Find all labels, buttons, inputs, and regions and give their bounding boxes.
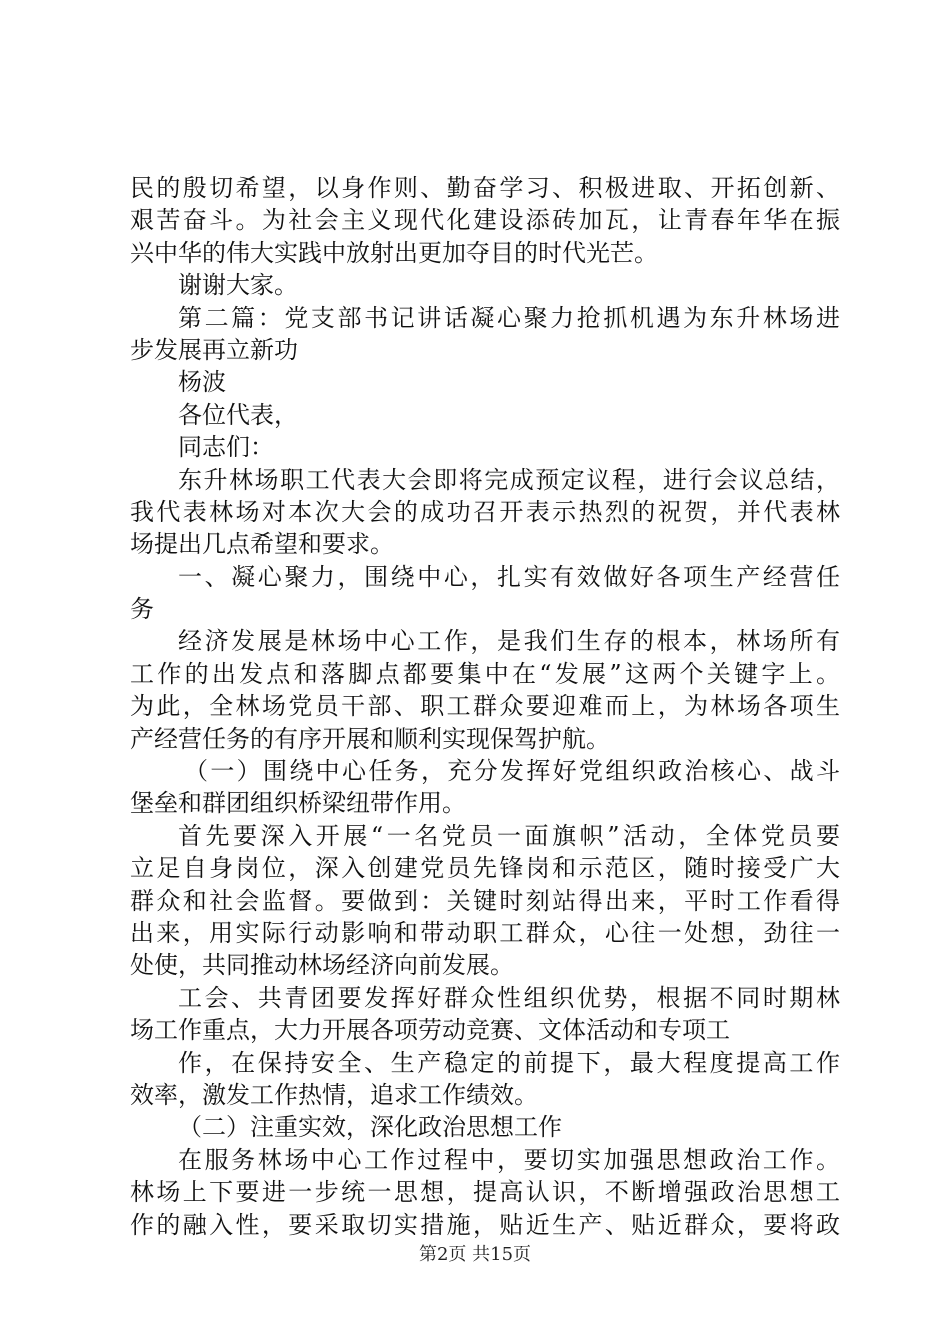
section-heading-continued: 步发展再立新功 — [130, 335, 298, 364]
text-line: 经济发展是林场中心工作，是我们生存的根本，林场所有 — [178, 627, 840, 656]
document-body — [130, 172, 840, 1241]
salutation: 同志们： — [178, 433, 274, 462]
text-line: 作的融入性，要采取切实措施，贴近生产、贴近群众，要将政 — [130, 1210, 840, 1239]
text-line: 产经营任务的有序开展和顺利实现保驾护航。 — [130, 724, 610, 753]
text-line: 作，在保持安全、生产稳定的前提下，最大程度提高工作 — [178, 1048, 840, 1077]
text-line: 效率，激发工作热情，追求工作绩效。 — [130, 1080, 538, 1109]
text-line: 为此，全林场党员干部、职工群众要迎难而上，为林场各项生 — [130, 692, 840, 721]
text-line: 我代表林场对本次大会的成功召开表示热烈的祝贺，并代表林 — [130, 497, 840, 526]
subheading-continued: 务 — [130, 595, 154, 624]
text-line: 民的殷切希望，以身作则、勤奋学习、积极进取、开拓创新、 — [130, 174, 840, 202]
text-line: 林场上下要进一步统一思想，提高认识，不断增强政治思想工 — [130, 1178, 840, 1207]
text-line: 场提出几点希望和要求。 — [130, 530, 394, 559]
page-number-footer: 第2页 共15页 — [418, 1244, 532, 1265]
text-line: 首先要深入开展“一名党员一面旗帜”活动，全体党员要 — [178, 821, 840, 850]
text-line: 立足自身岗位，深入创建党员先锋岗和示范区，随时接受广大 — [130, 854, 840, 883]
text-line: 东升林场职工代表大会即将完成预定议程，进行会议总结， — [178, 465, 840, 494]
author-name: 杨波 — [178, 368, 226, 397]
subheading: （二）注重实效，深化政治思想工作 — [178, 1113, 562, 1142]
text-line: 群众和社会监督。要做到：关键时刻站得出来，平时工作看得 — [130, 886, 840, 915]
text-line: 场工作重点，大力开展各项劳动竞赛、文体活动和专项工 — [130, 1016, 730, 1045]
salutation: 各位代表， — [178, 400, 298, 429]
subheading: （一）围绕中心任务，充分发挥好党组织政治核心、战斗 — [184, 757, 840, 786]
text-line: 谢谢大家。 — [178, 271, 298, 300]
text-line: 处使，共同推动林场经济向前发展。 — [130, 951, 514, 980]
text-line: 艰苦奋斗。为社会主义现代化建设添砖加瓦，让青春年华在振 — [130, 206, 840, 235]
text-line: 工会、共青团要发挥好群众性组织优势，根据不同时期林 — [178, 983, 840, 1012]
subheading: 一、凝心聚力，围绕中心，扎实有效做好各项生产经营任 — [178, 562, 840, 591]
text-line: 出来，用实际行动影响和带动职工群众，心往一处想，劲往一 — [130, 918, 840, 947]
subheading-continued: 堡垒和群团组织桥梁纽带作用。 — [130, 789, 466, 818]
text-line: 在服务林场中心工作过程中，要切实加强思想政治工作。 — [178, 1145, 840, 1174]
text-line: 工作的出发点和落脚点都要集中在“发展”这两个关键字上。 — [130, 659, 840, 688]
section-heading: 第二篇：党支部书记讲话凝心聚力抢抓机遇为东升林场进 — [178, 303, 840, 332]
text-line: 兴中华的伟大实践中放射出更加夺目的时代光芒。 — [130, 238, 658, 267]
